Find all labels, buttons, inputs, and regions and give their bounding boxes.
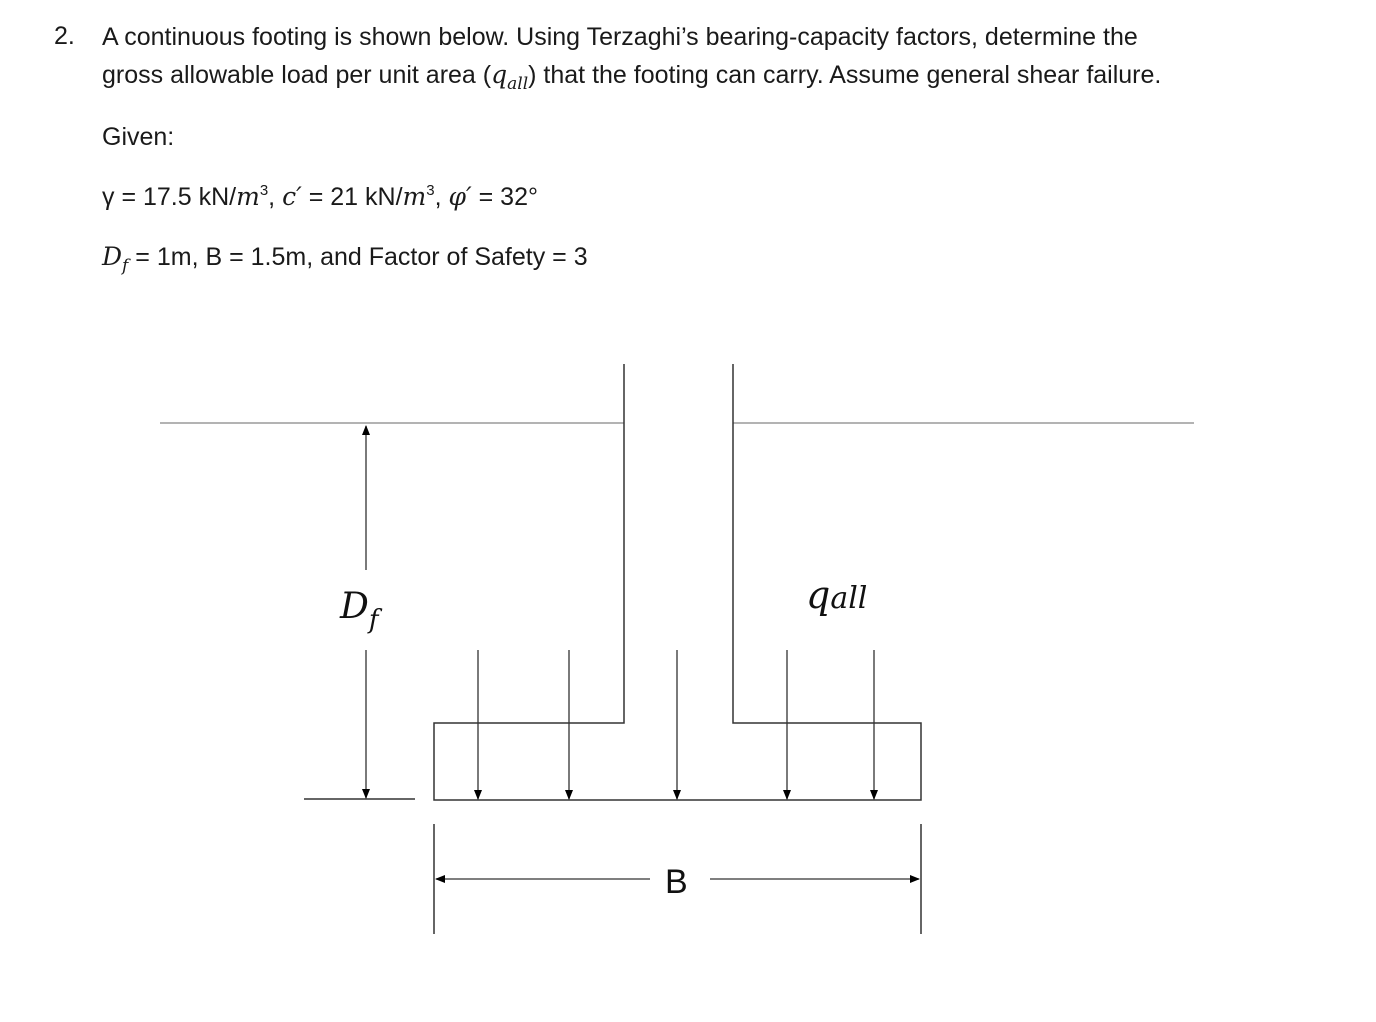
unit-exp: 3 [426,182,435,199]
q-sub: all [507,74,529,94]
given-label: Given: [102,123,175,151]
phi-value: = 32° [471,183,538,211]
c-value: = 21 kN/ [301,183,403,211]
sep: , [434,183,449,211]
line2-pre: gross allowable load per unit area ( [102,61,492,89]
gamma-value: γ = 17.5 kN/ [102,183,237,211]
problem-number: 2. [54,22,75,50]
d-symbol: D [102,242,123,271]
df-label: $D_f$ [340,586,379,635]
problem-line-1: A continuous footing is shown below. Using Terzaghi’s bearing-capacity factors, determine the [102,23,1138,51]
sep: , [268,183,283,211]
c-symbol: c′ [282,182,302,211]
unit-exp: 3 [259,182,269,199]
given-values: = 1m, B = 1.5m, and Factor of Safety = 3 [128,243,588,271]
phi-symbol: φ′ [448,182,472,211]
d-sub: f [122,256,129,276]
q-all-label: qall [806,573,868,617]
q-symbol: q [491,60,508,89]
line2-post: ) that the footing can carry. Assume general shear failure. [528,61,1162,89]
unit-m: m [236,182,260,211]
b-label: B [665,863,688,901]
unit-m: m [402,182,427,211]
